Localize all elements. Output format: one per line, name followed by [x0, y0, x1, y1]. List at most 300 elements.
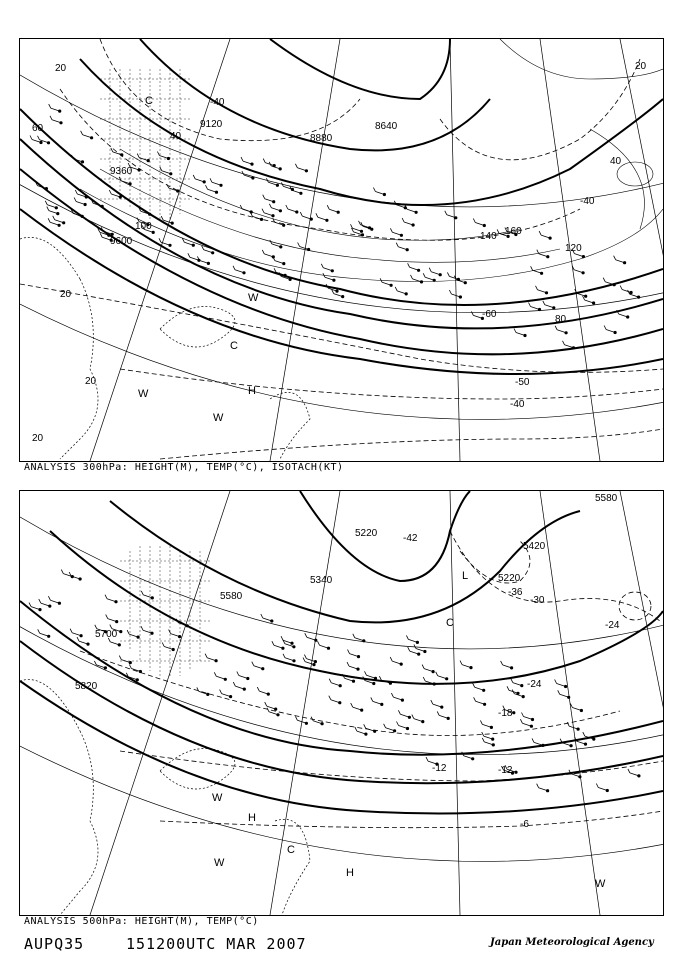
center-w-3: W — [595, 878, 606, 890]
wind-barb-flag — [359, 221, 361, 225]
isotach-label-100: 100 — [135, 221, 152, 232]
wind-barb-flag — [445, 211, 447, 215]
wind-barb — [408, 639, 417, 642]
wind-barb-flag — [137, 154, 139, 158]
wind-barb-flag — [414, 645, 416, 649]
wind-barb — [557, 684, 566, 687]
wind-barb — [539, 254, 548, 257]
wind-barb-flag — [316, 213, 318, 217]
wind-barb — [574, 270, 583, 273]
wind-barb-flag — [620, 286, 622, 290]
wind-barb-flag — [497, 229, 499, 233]
temp-label-m30: -30 — [530, 595, 545, 606]
wind-barb — [393, 697, 402, 700]
wind-barb-flag — [555, 680, 557, 684]
wind-barb-flag — [429, 268, 431, 272]
wind-barb-flag — [411, 275, 413, 279]
wind-barb-flag — [614, 256, 616, 260]
temp-label-m24-a: -24 — [527, 679, 542, 690]
wind-barb — [560, 694, 569, 697]
wind-barb — [619, 314, 628, 317]
wind-barb — [598, 788, 607, 791]
wind-barb-flag — [81, 131, 83, 135]
wind-barb — [288, 209, 297, 212]
isotach-label-20-a: 20 — [55, 63, 67, 74]
wind-barb — [72, 633, 81, 636]
wind-barb — [243, 161, 252, 164]
wind-barb-flag — [100, 233, 102, 237]
wind-barb-flag — [48, 596, 50, 600]
wind-barb — [49, 211, 58, 214]
wind-barb-flag — [522, 713, 524, 717]
wind-barb — [392, 232, 401, 235]
wind-barb-flag — [532, 738, 534, 742]
wind-barb-flag — [351, 703, 353, 707]
wind-barb-flag — [596, 784, 598, 788]
wind-barb-flag — [161, 216, 163, 220]
wind-barb — [562, 743, 571, 746]
wind-barb — [522, 723, 531, 726]
wind-barb — [464, 756, 473, 759]
height-label-5220-b: 5220 — [498, 573, 521, 584]
height-label-5580-a: 5580 — [595, 493, 618, 504]
wind-barb — [306, 659, 315, 662]
wind-barb — [331, 700, 340, 703]
wind-barb — [242, 209, 251, 212]
wind-barb-flag — [30, 136, 32, 140]
wind-barb-flag — [29, 603, 31, 607]
wind-barb — [272, 244, 281, 247]
temp-label-m40-b: -40 — [580, 196, 595, 207]
temp-label-m24-b: -24 — [605, 620, 620, 631]
wind-barb-flag — [537, 250, 539, 254]
height-label-9360: 9360 — [110, 166, 133, 177]
wind-barb-flag — [141, 626, 143, 630]
wind-barb — [76, 202, 85, 205]
wind-barb — [539, 788, 548, 791]
wind-barb-flag — [371, 697, 373, 701]
wind-barb-flag — [408, 647, 410, 651]
center-l: L — [462, 570, 469, 582]
wind-barb-flag — [604, 326, 606, 330]
wind-barb — [208, 189, 217, 192]
wind-barb-flag — [262, 209, 264, 213]
wind-barb — [516, 333, 525, 336]
wind-barb — [349, 666, 358, 669]
wind-barb-flag — [127, 630, 129, 634]
center-w-3: W — [213, 412, 224, 424]
valid-time: 151200UTC MAR 2007 — [126, 935, 307, 953]
center-w-2: W — [214, 857, 225, 869]
wind-barb — [55, 220, 64, 223]
wind-barb-flag — [396, 243, 398, 247]
temp-label-m42: -42 — [403, 533, 418, 544]
wind-barb-flag — [348, 650, 350, 654]
wind-barb-flag — [327, 205, 329, 209]
wind-barb-flag — [47, 207, 49, 211]
wind-barb — [41, 603, 50, 606]
center-h-1: H — [248, 812, 256, 824]
temp-label-m6: -6 — [520, 819, 529, 830]
wind-barb-flag — [74, 198, 76, 202]
wind-barb-flag — [351, 224, 353, 228]
wind-barb — [425, 277, 434, 280]
wind-barb-flag — [431, 700, 433, 704]
wind-barb-flag — [295, 716, 297, 720]
wind-barb-flag — [220, 690, 222, 694]
wind-barb-flag — [77, 637, 79, 641]
wind-barb-flag — [237, 672, 239, 676]
wind-barb-flag — [390, 657, 392, 661]
wind-barb-flag — [111, 148, 113, 152]
wind-barb — [190, 257, 199, 260]
wind-barb-flag — [537, 784, 539, 788]
wind-barb — [331, 683, 340, 686]
wind-barb-flag — [423, 273, 425, 277]
wind-barb-flag — [105, 595, 107, 599]
wind-barb-flag — [295, 164, 297, 168]
wind-barb-flag — [141, 591, 143, 595]
wind-barb — [107, 599, 116, 602]
wind-barb — [323, 268, 332, 271]
wind-barb-flag — [233, 682, 235, 686]
wind-barb — [400, 714, 409, 717]
wind-barb-flag — [329, 696, 331, 700]
wind-barb — [414, 719, 423, 722]
temp-label-m40-c: -40 — [210, 97, 225, 108]
wind-barb — [51, 108, 60, 111]
wind-barb — [52, 120, 61, 123]
height-label-5420: 5420 — [523, 541, 546, 552]
wind-barb-flag — [214, 672, 216, 676]
bulletin-code: AUPQ35 — [24, 935, 85, 953]
wind-barb — [40, 633, 49, 636]
wind-barb — [433, 704, 442, 707]
agency-name: Japan Meteorological Agency — [490, 937, 654, 948]
wind-barb-flag — [206, 185, 208, 189]
wind-barb-flag — [252, 662, 254, 666]
wind-barb — [577, 741, 586, 744]
isotach-label-80: 80 — [555, 314, 567, 325]
wind-barb — [399, 726, 408, 729]
center-w-1: W — [248, 292, 259, 304]
wind-barb-flag — [501, 661, 503, 665]
wind-barb-flag — [449, 290, 451, 294]
wind-barb — [264, 213, 273, 216]
wind-barb — [476, 701, 485, 704]
wind-barb-flag — [129, 665, 131, 669]
wind-barb-flag — [109, 190, 111, 194]
wind-barb-flag — [257, 687, 259, 691]
wind-barb-flag — [263, 159, 265, 163]
wind-barb-flag — [558, 690, 560, 694]
wind-barb — [606, 330, 615, 333]
center-c-2: C — [287, 844, 295, 856]
wind-barb-flag — [265, 702, 267, 706]
wind-barb — [334, 294, 343, 297]
height-label-5340: 5340 — [310, 575, 333, 586]
wind-barb-flag — [233, 266, 235, 270]
isotach-label-160: 160 — [505, 226, 522, 237]
wind-barb-flag — [106, 615, 108, 619]
wind-barb-flag — [543, 301, 545, 305]
wind-barb — [365, 681, 374, 684]
center-c-2: C — [230, 340, 238, 352]
wind-barb-flag — [384, 724, 386, 728]
wind-barb — [397, 291, 406, 294]
wind-barb-flag — [603, 278, 605, 282]
wind-barb-flag — [391, 693, 393, 697]
wind-barb — [143, 630, 152, 633]
wind-barb-flag — [482, 732, 484, 736]
height-label-9600: 9600 — [110, 236, 133, 247]
wind-barb — [350, 654, 359, 657]
wind-barb-flag — [474, 697, 476, 701]
wind-barb — [274, 645, 283, 648]
wind-barb — [630, 773, 639, 776]
wind-barb — [159, 156, 168, 159]
wind-barb-flag — [272, 641, 274, 645]
wind-barb-flag — [263, 195, 265, 199]
wind-barb-flag — [48, 218, 50, 222]
wind-barb — [235, 270, 244, 273]
wind-barb-flag — [304, 655, 306, 659]
wind-barb-flag — [262, 250, 264, 254]
wind-barb — [616, 260, 625, 263]
wind-barb-flag — [555, 326, 557, 330]
isotach-label-20-b: 20 — [635, 61, 647, 72]
wind-barb-flag — [406, 635, 408, 639]
wind-barb — [484, 736, 493, 739]
wind-barb-flag — [397, 722, 399, 726]
wind-barb-flag — [347, 662, 349, 666]
center-w-2: W — [138, 388, 149, 400]
wind-barb-flag — [471, 311, 473, 315]
wind-barb-flag — [423, 677, 425, 681]
wind-barb — [216, 676, 225, 679]
wind-barb-flag — [281, 636, 283, 640]
wind-barb-flag — [329, 679, 331, 683]
wind-barb — [482, 724, 491, 727]
wind-barb — [373, 701, 382, 704]
wind-barb — [438, 676, 447, 679]
wind-barb — [108, 619, 117, 622]
temp-label-m60: -60 — [482, 309, 497, 320]
wind-barb — [195, 179, 204, 182]
wind-barb — [271, 166, 280, 169]
wind-barb-flag — [628, 769, 630, 773]
wind-barb-flag — [305, 633, 307, 637]
wind-barb — [572, 708, 581, 711]
temp-label-m12-a: -12 — [432, 763, 447, 774]
graticule — [20, 491, 663, 915]
wind-barb-flag — [286, 205, 288, 209]
wind-barb-flag — [75, 190, 77, 194]
height-label-8640: 8640 — [375, 121, 398, 132]
wind-barb — [630, 294, 639, 297]
height-label-5820: 5820 — [75, 681, 98, 692]
wind-barb — [375, 192, 384, 195]
wind-barb-flag — [110, 625, 112, 629]
isotach-label-120: 120 — [565, 243, 582, 254]
wind-barb — [275, 261, 284, 264]
wind-barb-flag — [202, 246, 204, 250]
wind-barb — [199, 260, 208, 263]
wind-barb-flag — [169, 630, 171, 634]
height-contours — [20, 491, 663, 814]
wind-barb — [207, 658, 216, 661]
temp-label-m50: -50 — [515, 377, 530, 388]
wind-barb-flag — [402, 218, 404, 222]
isotach-label-20-d: 20 — [85, 376, 97, 387]
height-label-5580-b: 5580 — [220, 591, 243, 602]
wind-barb-flag — [205, 654, 207, 658]
wind-barb — [353, 228, 362, 231]
wind-barb-flag — [563, 341, 565, 345]
wind-barb-flag — [53, 216, 55, 220]
wind-barb-flag — [514, 329, 516, 333]
wind-barb-flag — [241, 157, 243, 161]
center-w-1: W — [212, 792, 223, 804]
wind-barb-flag — [267, 708, 269, 712]
wind-barb-flag — [408, 263, 410, 267]
wind-barb — [204, 250, 213, 253]
wind-barbs — [29, 570, 640, 792]
wind-barb-flag — [365, 671, 367, 675]
wind-barb-flag — [50, 116, 52, 120]
wind-barb-flag — [321, 264, 323, 268]
center-c-1: C — [145, 95, 153, 107]
wind-barb — [382, 282, 391, 285]
wind-barb — [431, 272, 440, 275]
wind-barb — [265, 199, 274, 202]
wind-barb — [538, 290, 547, 293]
wind-barb-flag — [536, 286, 538, 290]
wind-barb-flag — [39, 599, 41, 603]
wind-barb-flag — [473, 683, 475, 687]
caption-500hpa: ANALYSIS 500hPa: HEIGHT(M), TEMP(°C) — [24, 916, 259, 927]
wind-barb-flag — [162, 643, 164, 647]
height-label-5700: 5700 — [95, 629, 118, 640]
wind-barb-flag — [531, 266, 533, 270]
wind-barb — [83, 135, 92, 138]
temp-label-m18: -18 — [498, 708, 513, 719]
wind-barb — [269, 712, 278, 715]
wind-barb-flag — [193, 175, 195, 179]
wind-barb — [424, 669, 433, 672]
wind-barb-flag — [447, 272, 449, 276]
wind-barb-flag — [157, 152, 159, 156]
wind-barb — [410, 267, 419, 270]
wind-barb — [622, 290, 631, 293]
wind-barb — [513, 683, 522, 686]
wind-barb — [484, 742, 493, 745]
wind-barb — [571, 774, 580, 777]
wind-barb-flag — [303, 658, 305, 662]
wind-barb — [533, 270, 542, 273]
wind-barb — [254, 666, 263, 669]
wind-barb — [475, 223, 484, 226]
wind-barb — [110, 642, 119, 645]
wind-barb — [475, 687, 484, 690]
wind-barb-flag — [70, 629, 72, 633]
wind-barb-flag — [412, 715, 414, 719]
wind-barb-flag — [567, 722, 569, 726]
wind-barb — [534, 742, 543, 745]
isotach-label-40-b: 40 — [170, 131, 182, 142]
wind-barb — [164, 647, 173, 650]
wind-barb — [439, 715, 448, 718]
wind-barb — [386, 728, 395, 731]
wind-barb — [449, 276, 458, 279]
wind-barb — [259, 691, 268, 694]
temp-label-m12-b: -12 — [498, 765, 513, 776]
wind-barb-flag — [460, 661, 462, 665]
wind-barb-flag — [398, 710, 400, 714]
wind-barb-flag — [269, 204, 271, 208]
wind-barb — [524, 717, 533, 720]
wind-barb-flag — [242, 171, 244, 175]
chart-500hpa-map — [20, 491, 663, 915]
wind-barb-flag — [583, 732, 585, 736]
wind-barb-flag — [210, 178, 212, 182]
wind-barb — [171, 634, 180, 637]
wind-barb-flag — [473, 219, 475, 223]
wind-barb-flag — [482, 738, 484, 742]
isotach-label-20-c: 20 — [60, 289, 72, 300]
wind-barb-flag — [436, 672, 438, 676]
wind-barb — [329, 209, 338, 212]
wind-barb — [302, 216, 311, 219]
wind-barb — [353, 707, 362, 710]
chart-300hpa-map — [20, 39, 663, 461]
wind-barb-flag — [373, 188, 375, 192]
wind-barb — [239, 676, 248, 679]
height-label-8880: 8880 — [310, 133, 333, 144]
isotach-label-20-e: 20 — [32, 433, 44, 444]
wind-barb — [50, 600, 59, 603]
isotach-label-140: 140 — [480, 231, 497, 242]
wind-barb-flag — [188, 253, 190, 257]
wind-barb-flag — [298, 243, 300, 247]
wind-barb-flag — [379, 676, 381, 680]
wind-barb — [574, 254, 583, 257]
wind-barb — [253, 216, 262, 219]
wind-barb-flag — [94, 661, 96, 665]
isotach-label-60: 60 — [32, 123, 44, 134]
wind-barb — [263, 618, 272, 621]
wind-barb-flag — [529, 303, 531, 307]
height-contours — [20, 39, 663, 374]
wind-barb-flag — [49, 104, 51, 108]
wind-barb — [307, 637, 316, 640]
wind-barb — [235, 686, 244, 689]
wind-barb-flag — [480, 720, 482, 724]
wind-barb — [79, 641, 88, 644]
wind-barb-flag — [426, 757, 428, 761]
wind-barb — [305, 662, 314, 665]
wind-barb — [531, 307, 540, 310]
wind-barb-flag — [520, 719, 522, 723]
wind-barb — [345, 678, 354, 681]
wind-barb — [264, 254, 273, 257]
wind-barb-flag — [364, 724, 366, 728]
wind-barb — [50, 222, 59, 225]
wind-barb — [404, 222, 413, 225]
wind-barb-flag — [422, 665, 424, 669]
center-h-1: H — [248, 385, 256, 397]
wind-barb — [267, 706, 276, 709]
